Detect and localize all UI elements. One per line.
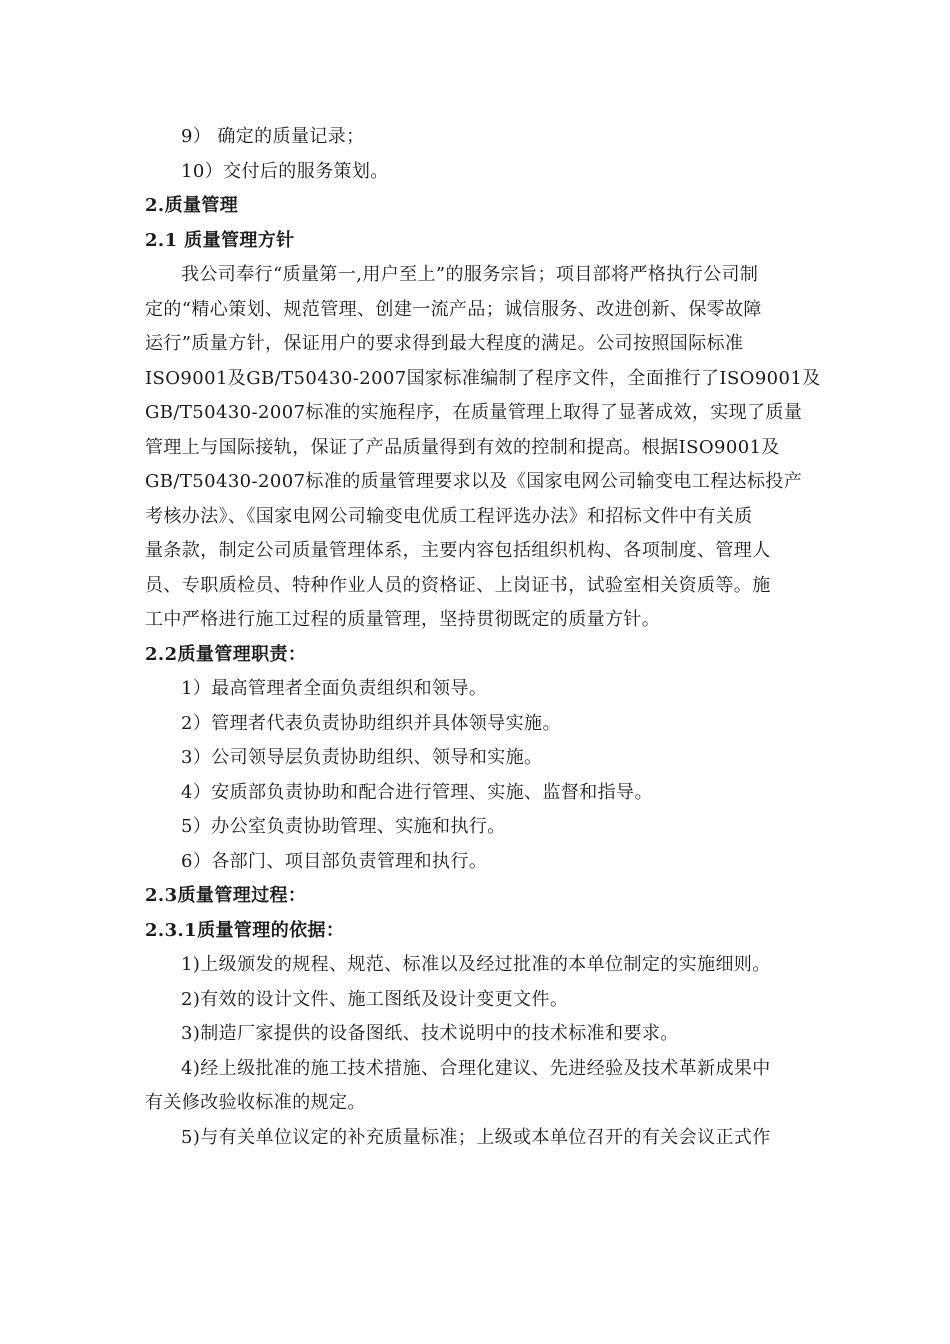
list-item: 2）管理者代表负责协助组织并具体领导实施。 <box>181 712 561 734</box>
subsection-heading: 2.2质量管理职责： <box>145 643 307 665</box>
paragraph-line: 定的“精心策划、规范管理、创建一流产品；诚信服务、改进创新、保零故障 <box>145 298 762 320</box>
list-item: 5）办公室负责协助管理、实施和执行。 <box>181 816 506 837</box>
paragraph-line: GB/T50430-2007标准的质量管理要求以及《国家电网公司输变电工程达标投产 <box>145 471 803 492</box>
list-item-continuation: 有关修改验收标准的规定。 <box>145 1092 366 1113</box>
paragraph-line: 管理上与国际接轨，保证了产品质量得到有效的控制和提高。根据ISO9001及 <box>145 436 780 458</box>
list-item: 5)与有关单位议定的补充质量标准；上级或本单位召开的有关会议正式作 <box>181 1126 771 1148</box>
list-item: 4）安质部负责协助和配合进行管理、实施、监督和指导。 <box>181 781 653 803</box>
list-item: 6）各部门、项目部负责管理和执行。 <box>181 850 488 872</box>
subsection-heading: 2.1 质量管理方针 <box>145 229 295 251</box>
paragraph-line: 工中严格进行施工过程的质量管理，坚持贯彻既定的质量方针。 <box>145 609 661 630</box>
paragraph-line: 员、专职质检员、特种作业人员的资格证、上岗证书，试验室相关资质等。施 <box>145 574 771 596</box>
list-item: 1)上级颁发的规程、规范、标准以及经过批准的本单位制定的实施细则。 <box>181 954 771 975</box>
document-body <box>145 120 821 1155</box>
subsection-heading: 2.3.1质量管理的依据： <box>145 919 345 941</box>
list-item: 10）交付后的服务策划。 <box>181 160 389 182</box>
list-item: 3)制造厂家提供的设备图纸、技术说明中的技术标准和要求。 <box>181 1023 679 1044</box>
paragraph-line: ISO9001及GB/T50430-2007国家标准编制了程序文件，全面推行了ISO9001及 <box>145 367 821 389</box>
paragraph-line: 考核办法》、《国家电网公司输变电优质工程评选办法》和招标文件中有关质 <box>145 505 753 527</box>
subsection-heading: 2.3质量管理过程： <box>145 885 307 906</box>
paragraph-line: 运行”质量方针，保证用户的要求得到最大程度的满足。公司按照国际标准 <box>145 333 744 354</box>
quality-policy-paragraph <box>145 258 821 638</box>
list-item: 4)经上级批准的施工技术措施、合理化建议、先进经验及技术革新成果中 <box>181 1057 771 1079</box>
section-heading: 2.质量管理 <box>145 195 239 216</box>
paragraph-line: GB/T50430-2007标准的实施程序，在质量管理上取得了显著成效，实现了质量 <box>145 402 803 423</box>
list-item: 9） 确定的质量记录； <box>181 126 365 147</box>
list-item: 3）公司领导层负责协助组织、领导和实施。 <box>181 747 543 768</box>
paragraph-line: 我公司奉行“质量第一,用户至上”的服务宗旨；项目部将严格执行公司制 <box>181 264 759 285</box>
list-item: 2)有效的设计文件、施工图纸及设计变更文件。 <box>181 988 569 1010</box>
list-item: 1）最高管理者全面负责组织和领导。 <box>181 678 488 699</box>
paragraph-line: 量条款，制定公司质量管理体系，主要内容包括组织机构、各项制度、管理人 <box>145 540 771 561</box>
